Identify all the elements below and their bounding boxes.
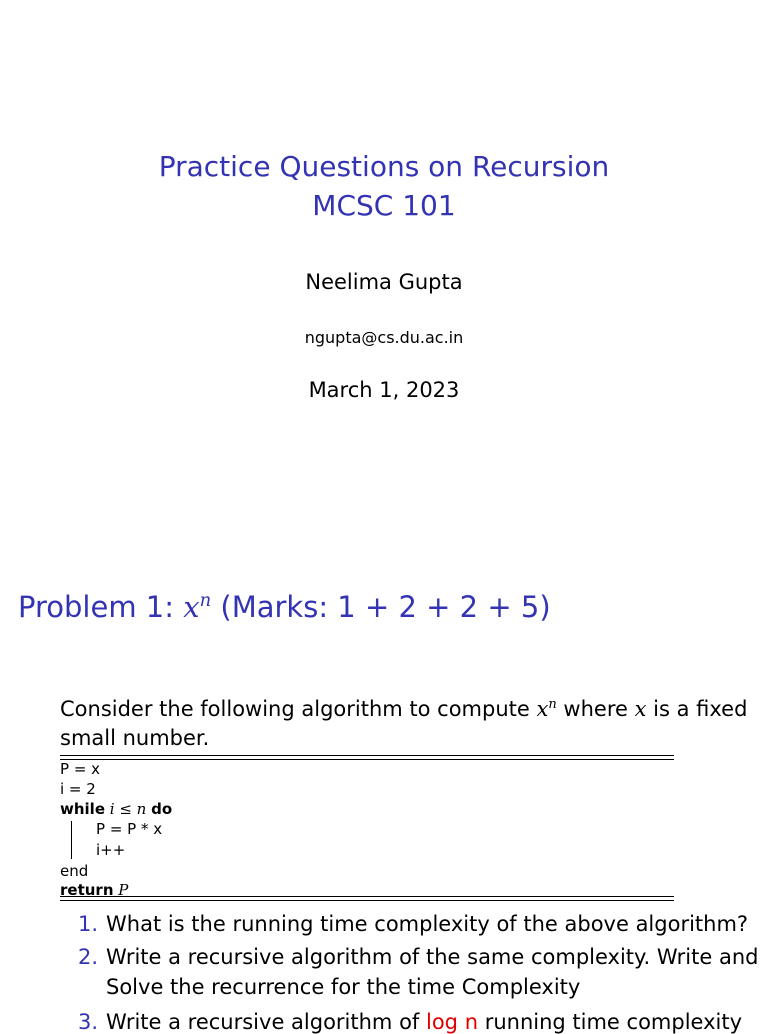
author-name: Neelima Gupta <box>305 270 463 294</box>
loop-body-bar <box>71 821 72 859</box>
question-3-number: 3. <box>78 1010 99 1034</box>
algorithm-bottom-rule-1 <box>60 896 674 897</box>
algo-body-2: i++ <box>96 841 126 859</box>
author-email: ngupta@cs.du.ac.in <box>304 328 464 347</box>
intro-exp: n <box>548 697 557 713</box>
algorithm-top-rule-2 <box>60 759 674 760</box>
problem-heading <box>18 590 551 624</box>
presentation-date: March 1, 2023 <box>308 378 460 402</box>
heading-prefix: Problem 1: <box>18 590 175 624</box>
question-2-number: 2. <box>78 945 99 969</box>
intro-text: Consider the following algorithm to compute <box>60 697 530 721</box>
question-2 <box>78 945 758 969</box>
question-3-highlight: log n <box>426 1010 478 1034</box>
question-3-text: Write a recursive algorithm of <box>106 1010 420 1034</box>
do-keyword: do <box>151 800 173 818</box>
intro-line1 <box>60 697 747 721</box>
intro-var: x <box>536 697 549 721</box>
question-1 <box>78 912 748 936</box>
intro-line2: small number. <box>60 726 210 750</box>
question-3 <box>78 1010 742 1034</box>
heading-marks: (Marks: 1 + 2 + 2 + 5) <box>220 590 551 624</box>
intro-where: where <box>563 697 628 721</box>
algo-end: end <box>60 862 89 880</box>
heading-var: x <box>183 590 200 624</box>
algo-body-1: P = P * x <box>96 820 163 838</box>
question-2-text: Write a recursive algorithm of the same complexity. Write and <box>106 945 759 969</box>
question-2-continuation: Solve the recurrence for the time Complexity <box>106 975 581 999</box>
return-keyword: return <box>60 881 114 899</box>
intro-after: is a fixed <box>653 697 748 721</box>
algo-line-i: i = 2 <box>60 780 96 798</box>
question-1-text: What is the running time complexity of the above algorithm? <box>106 912 749 936</box>
algorithm-bottom-rule-2 <box>60 900 674 901</box>
algorithm-top-rule-1 <box>60 755 674 756</box>
heading-exp: n <box>199 590 212 612</box>
while-condition: i ≤ n <box>109 800 147 818</box>
slide-title-line1: Practice Questions on Recursion <box>158 150 610 183</box>
while-keyword: while <box>60 800 105 818</box>
question-1-number: 1. <box>78 912 99 936</box>
return-value: P <box>118 881 129 899</box>
question-3-text-after: running time complexity <box>484 1010 743 1034</box>
algo-line-p: P = x <box>60 760 101 778</box>
slide-title-line2: MCSC 101 <box>312 189 456 222</box>
intro-x: x <box>634 697 647 721</box>
algo-while <box>60 800 172 818</box>
